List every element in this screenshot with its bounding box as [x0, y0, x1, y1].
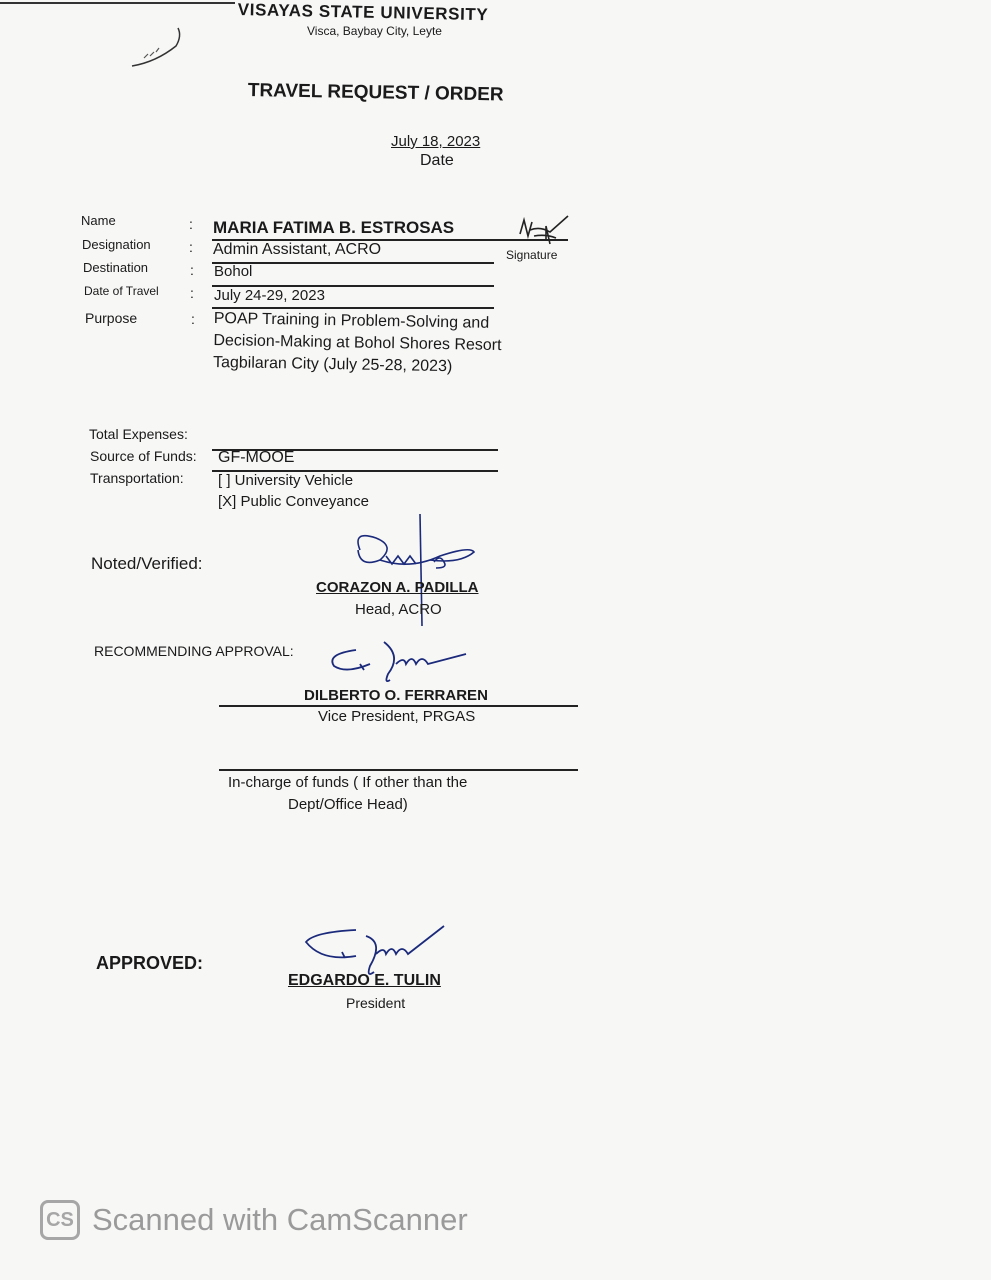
transportation-label: Transportation:	[90, 470, 184, 486]
signature-label: Signature	[506, 248, 558, 262]
funds-underline	[219, 769, 578, 771]
purpose-label: Purpose	[85, 310, 138, 326]
recommending-name: DILBERTO O. FERRAREN	[304, 687, 488, 704]
source-of-funds-value: GF-MOOE	[218, 449, 295, 466]
colon: :	[189, 216, 193, 232]
noted-name: CORAZON A. PADILLA	[316, 579, 479, 596]
designation-label: Designation	[82, 237, 151, 252]
university-name: VISAYAS STATE UNIVERSITY	[237, 0, 489, 25]
date-of-travel-value: July 24-29, 2023	[214, 287, 325, 304]
date-label: Date	[420, 152, 454, 169]
purpose-line: Tagbilaran City (July 25-28, 2023)	[212, 353, 453, 376]
source-of-funds-label: Source of Funds:	[90, 448, 197, 464]
transport-option-public: [X] Public Conveyance	[218, 493, 369, 510]
recommending-position: Vice President, PRGAS	[318, 708, 476, 725]
name-label: Name	[81, 213, 116, 228]
designation-value: Admin Assistant, ACRO	[213, 241, 382, 258]
camscanner-watermark	[40, 1200, 468, 1240]
noted-verified-label: Noted/Verified:	[91, 554, 203, 573]
name-value: MARIA FATIMA B. ESTROSAS	[213, 218, 455, 237]
colon: :	[191, 311, 195, 327]
transport-option-vehicle: [ ] University Vehicle	[218, 472, 354, 489]
destination-label: Destination	[83, 260, 149, 275]
noted-position: Head, ACRO	[355, 601, 442, 618]
purpose-line: POAP Training in Problem-Solving and	[213, 309, 490, 332]
colon: :	[190, 262, 194, 278]
purpose-value	[213, 308, 574, 380]
approved-name: EDGARDO E. TULIN	[288, 972, 441, 989]
ferraren-signature-icon	[326, 640, 476, 690]
header-rule	[0, 2, 235, 4]
funds-line-2: Dept/Office Head)	[288, 796, 408, 813]
document-title: TRAVEL REQUEST / ORDER	[247, 80, 504, 106]
camscanner-logo-icon: CS	[40, 1200, 80, 1240]
request-date: July 18, 2023	[391, 133, 481, 150]
pen-mark-icon	[128, 26, 188, 70]
recommending-approval-label: RECOMMENDING APPROVAL:	[94, 643, 294, 659]
approved-position: President	[346, 995, 406, 1011]
watermark-text: Scanned with CamScanner	[92, 1202, 468, 1237]
colon: :	[189, 239, 193, 255]
funds-line-1: In-charge of funds ( If other than the	[228, 774, 468, 791]
colon: :	[190, 285, 194, 301]
date-of-travel-label: Date of Travel	[84, 284, 159, 298]
approved-label: APPROVED:	[96, 953, 204, 973]
destination-value: Bohol	[214, 263, 253, 280]
total-expenses-label: Total Expenses:	[89, 426, 188, 442]
university-address: Visca, Baybay City, Leyte	[307, 24, 442, 38]
designation-underline	[212, 262, 494, 264]
recommending-underline	[219, 705, 578, 707]
purpose-line: Decision-Making at Bohol Shores Resort	[213, 331, 502, 355]
